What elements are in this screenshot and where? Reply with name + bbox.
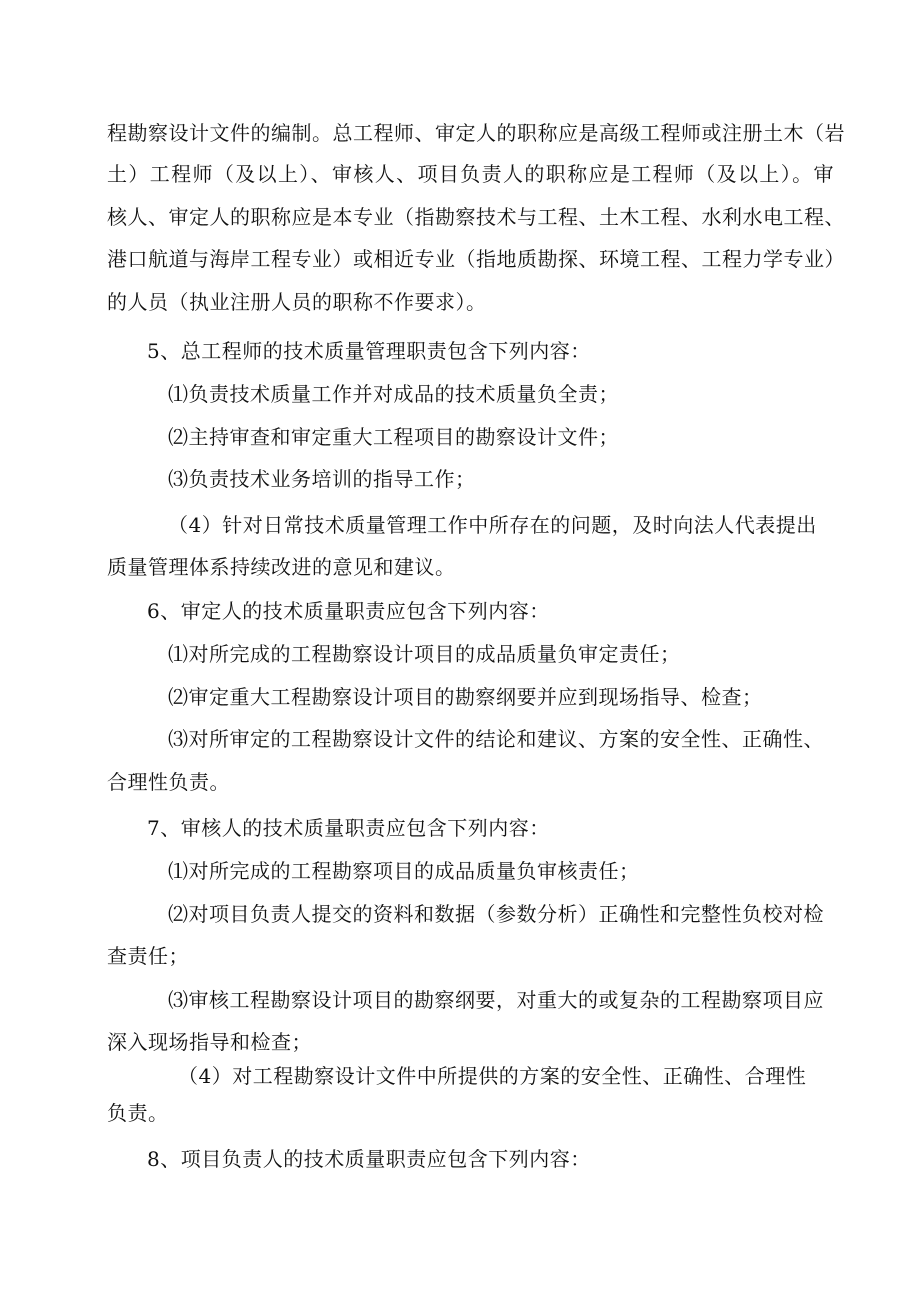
list-item: ⑴对所完成的工程勘察项目的成品质量负审核责任；: [168, 859, 640, 883]
list-item: ⑵对项目负责人提交的资料和数据（参数分析）正确性和完整性负校对检: [168, 902, 824, 926]
text-line: 负责。: [107, 1101, 169, 1125]
text-line: 程勘察设计文件的编制。总工程师、审定人的职称应是高级工程师或注册土木（岩: [107, 121, 845, 145]
text-line: 合理性负责。: [107, 770, 230, 794]
section-heading: 7、审核人的技术质量职责应包含下列内容：: [147, 816, 550, 840]
section-heading: 8、项目负责人的技术质量职责应包含下列内容：: [147, 1147, 591, 1171]
list-item: （4）针对日常技术质量管理工作中所存在的问题，及时向法人代表提出: [168, 513, 817, 537]
text-line: 质量管理体系持续改进的意见和建议。: [107, 555, 456, 579]
list-item: ⑶负责技术业务培训的指导工作；: [168, 467, 476, 491]
list-item: ⑶对所审定的工程勘察设计文件的结论和建议、方案的安全性、正确性、: [168, 727, 824, 751]
text-line: 核人、审定人的职称应是本专业（指勘察技术与工程、土木工程、水利水电工程、: [107, 205, 845, 229]
section-heading: 5、总工程师的技术质量管理职责包含下列内容：: [147, 339, 591, 363]
list-item: ⑵审定重大工程勘察设计项目的勘察纲要并应到现场指导、检查；: [168, 685, 763, 709]
text-line: 深入现场指导和检查；: [107, 1030, 312, 1054]
text-line: 港口航道与海岸工程专业）或相近专业（指地质勘探、环境工程、工程力学专业）: [107, 247, 845, 271]
list-item: ⑶审核工程勘察设计项目的勘察纲要，对重大的或复杂的工程勘察项目应: [168, 988, 824, 1012]
list-item: ⑴对所完成的工程勘察设计项目的成品质量负审定责任；: [168, 642, 681, 666]
text-line: 的人员（执业注册人员的职称不作要求）。: [107, 290, 487, 314]
list-item: ⑵主持审查和审定重大工程项目的勘察设计文件；: [168, 425, 619, 449]
text-line: 查责任；: [107, 944, 189, 968]
section-heading: 6、审定人的技术质量职责应包含下列内容：: [147, 599, 550, 623]
text-line: 土）工程师（及以上）、审核人、项目负责人的职称应是工程师（及以上）。审: [107, 162, 834, 186]
list-item: （4）对工程勘察设计文件中所提供的方案的安全性、正确性、合理性: [178, 1064, 807, 1088]
list-item: ⑴负责技术质量工作并对成品的技术质量负全责；: [168, 382, 619, 406]
